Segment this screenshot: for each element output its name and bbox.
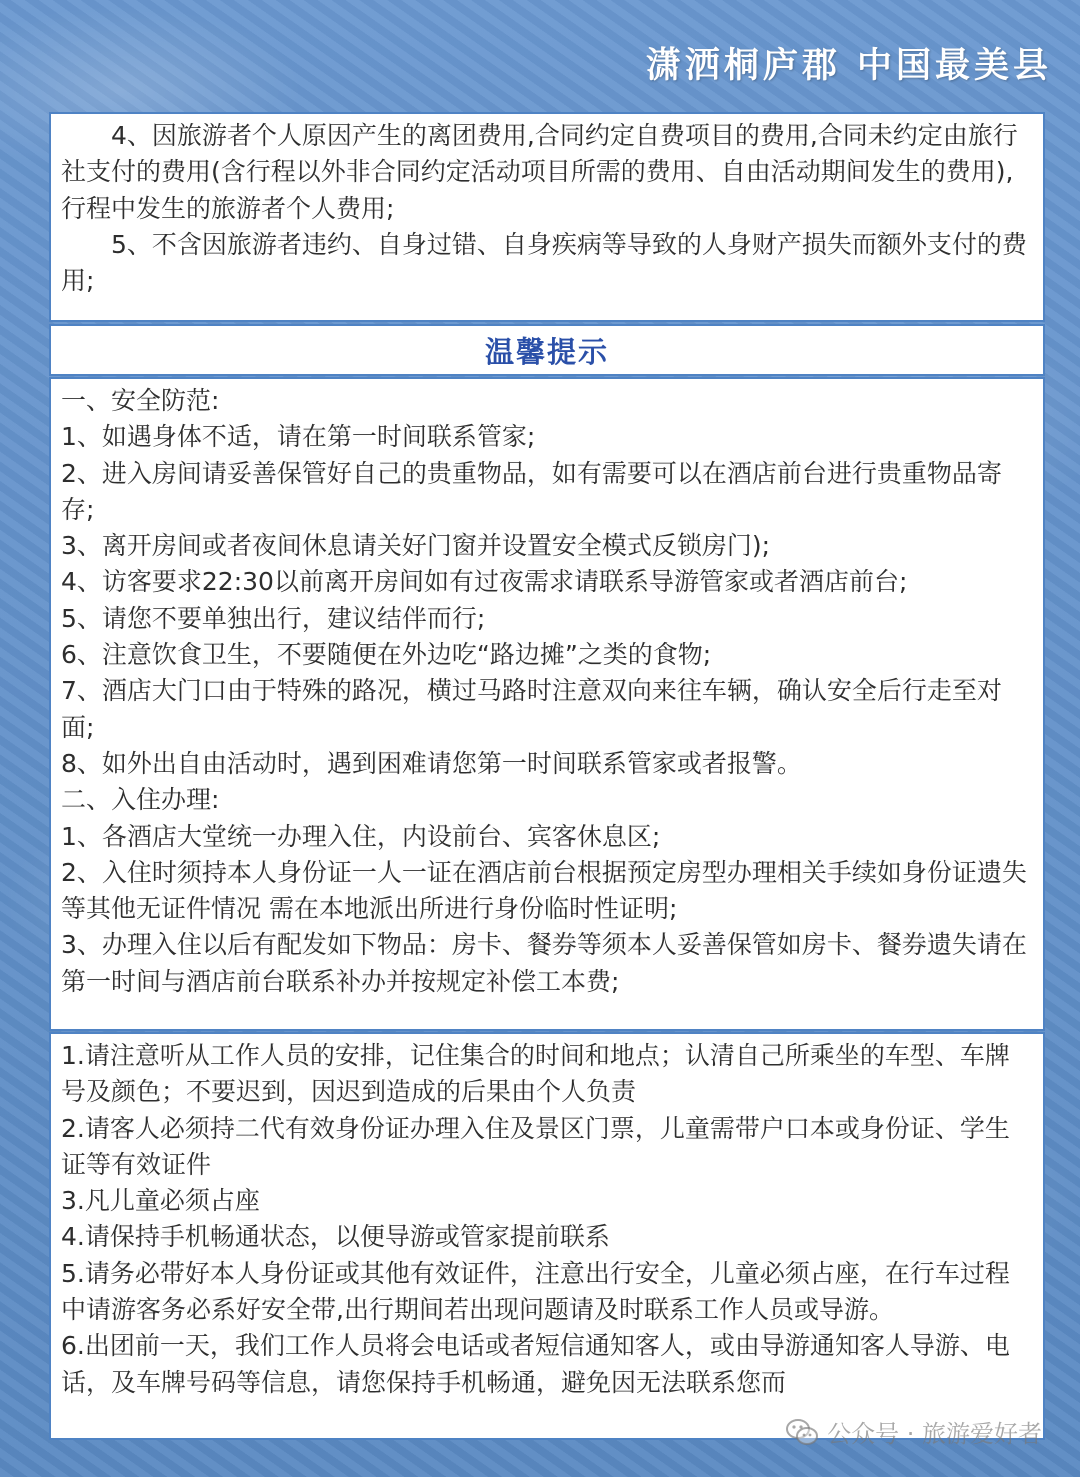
notes-panel — [49, 1032, 1045, 1440]
note-item: 5.请务必带好本人身份证或其他有效证件，注意出行安全，儿童必须占座，在行车过程中请游客务必系好安全带,出行期间若出现问题请及时联系工作人员或导游。 — [61, 1258, 1010, 1325]
safety-heading: 一、安全防范: — [61, 386, 220, 415]
safety-item: 5、请您不要单独出行，建议结伴而行; — [61, 603, 486, 633]
fees-panel — [49, 112, 1045, 322]
checkin-item: 1、各酒店大堂统一办理入住，内设前台、宾客休息区; — [61, 821, 661, 851]
page-header-title: 潇洒桐庐郡 中国最美县 — [645, 45, 1052, 86]
safety-checkin-text — [61, 383, 1033, 1000]
wechat-official-account-icon — [785, 1415, 819, 1449]
note-item: 2.请客人必须持二代有效身份证办理入住及景区门票，儿童需带户口本或身份证、学生证等有效证件 — [61, 1113, 1010, 1179]
note-item: 1.请注意听从工作人员的安排，记住集合的时间和地点；认清自己所乘坐的车型、车牌号及颜色；不要迟到，因迟到造成的后果由个人负责 — [61, 1041, 1010, 1107]
note-item: 4.请保持手机畅通状态，以便导游或管家提前联系 — [61, 1222, 610, 1252]
checkin-heading: 二、入住办理: — [61, 785, 220, 815]
safety-item: 8、如外出自由活动时，遇到困难请您第一时间联系管家或者报警。 — [61, 748, 802, 778]
checkin-item: 2、入住时须持本人身份证一人一证在酒店前台根据预定房型办理相关手续如身份证遗失等其他无证件情况 需在本地派出所进行身份临时性证明; — [61, 857, 1027, 924]
safety-item: 6、注意饮食卫生，不要随便在外边吃“路边摊”之类的食物; — [61, 640, 712, 670]
note-item: 6.出团前一天，我们工作人员将会电话或者短信通知客人，或由导游通知客人导游、电话，及车牌号码等信息，请您保持手机畅通，避免因无法联系您而 — [61, 1331, 1010, 1397]
safety-item: 1、如遇身体不适，请在第一时间联系管家; — [61, 422, 536, 452]
watermark-text: 公众号 · 旅游爱好者 — [827, 1420, 1042, 1448]
safety-item: 7、酒店大门口由于特殊的路况，横过马路时注意双向来往车辆，确认安全后行走至对面; — [61, 676, 1002, 742]
safety-item: 2、进入房间请妥善保管好自己的贵重物品，如有需要可以在酒店前台进行贵重物品寄存; — [61, 458, 1002, 524]
safety-checkin-panel — [49, 377, 1045, 1031]
safety-item: 4、访客要求22:30以前离开房间如有过夜需求请联系导游管家或者酒店前台; — [61, 567, 908, 597]
safety-item: 3、离开房间或者夜间休息请关好门窗并设置安全模式反锁房门); — [61, 531, 771, 561]
notes-text — [61, 1038, 1033, 1401]
note-item: 3.凡儿童必须占座 — [61, 1186, 260, 1216]
tips-title-bar — [49, 324, 1045, 376]
checkin-item: 3、办理入住以后有配发如下物品：房卡、餐券等须本人妥善保管如房卡、餐券遗失请在第一时间与酒店前台联系补办并按规定补偿工本费; — [61, 930, 1027, 996]
tips-title: 温馨提示 — [484, 334, 609, 369]
fee-item-4: 4、因旅游者个人原因产生的离团费用,合同约定自费项目的费用,合同未约定由旅行社支付的费用(含行程以外非合同约定活动项目所需的费用、自由活动期间发生的费用),行程中发生的旅游者个人费用; — [61, 121, 1018, 223]
fees-text — [61, 118, 1033, 299]
fee-item-5: 5、不含因旅游者违约、自身过错、自身疾病等导致的人身财产损失而额外支付的费用; — [61, 229, 1027, 296]
watermark — [785, 1414, 1042, 1449]
